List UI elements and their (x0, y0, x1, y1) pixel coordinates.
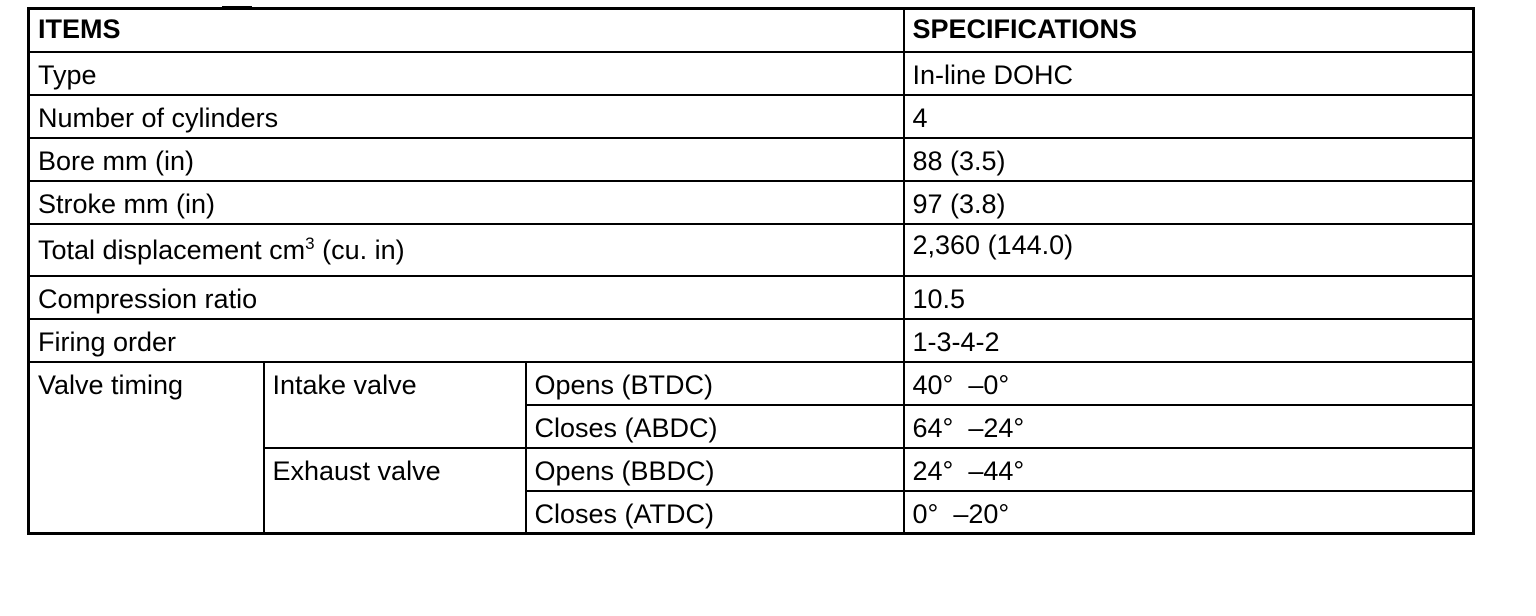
item-cell: Type (29, 52, 904, 95)
item-text: Total displacement cm (38, 234, 306, 265)
item-cell: Stroke mm (in) (29, 181, 904, 224)
table-row-bore (29, 138, 1474, 181)
table-row-type (29, 52, 1474, 95)
valve-timing-label: Valve timing (29, 362, 264, 534)
exhaust-closes-label: Closes (ATDC) (526, 491, 904, 534)
table-row-compression (29, 276, 1474, 319)
intake-valve-label: Intake valve (264, 362, 526, 448)
items-header: ITEMS (29, 9, 904, 52)
value-cell: 1-3-4-2 (904, 319, 1474, 362)
exhaust-valve-label: Exhaust valve (264, 448, 526, 534)
table-row-stroke (29, 181, 1474, 224)
item-unit-text: (cu. in) (314, 234, 405, 265)
intake-opens-label: Opens (BTDC) (526, 362, 904, 405)
intake-closes-label: Closes (ABDC) (526, 405, 904, 448)
value-cell: 4 (904, 95, 1474, 138)
item-cell: Firing order (29, 319, 904, 362)
engine-specifications-table (27, 7, 1475, 535)
value-cell: 10.5 (904, 276, 1474, 319)
exhaust-closes-value: 0° –20° (904, 491, 1474, 534)
table-row-cylinders (29, 95, 1474, 138)
exhaust-opens-label: Opens (BBDC) (526, 448, 904, 491)
value-cell: 88 (3.5) (904, 138, 1474, 181)
table-row-displacement (29, 224, 1474, 276)
item-cell: Bore mm (in) (29, 138, 904, 181)
item-cell: Compression ratio (29, 276, 904, 319)
exhaust-opens-value: 24° –44° (904, 448, 1474, 491)
table-row-firing-order (29, 319, 1474, 362)
intake-closes-value: 64° –24° (904, 405, 1474, 448)
item-cell (29, 224, 904, 276)
item-cell: Number of cylinders (29, 95, 904, 138)
value-cell: 97 (3.8) (904, 181, 1474, 224)
table-header-row (29, 9, 1474, 52)
intake-opens-value: 40° –0° (904, 362, 1474, 405)
table-row-intake-opens (29, 362, 1474, 405)
specifications-header: SPECIFICATIONS (904, 9, 1474, 52)
value-cell: In-line DOHC (904, 52, 1474, 95)
superscript-exponent: 3 (305, 233, 315, 253)
value-cell: 2,360 (144.0) (904, 224, 1474, 276)
